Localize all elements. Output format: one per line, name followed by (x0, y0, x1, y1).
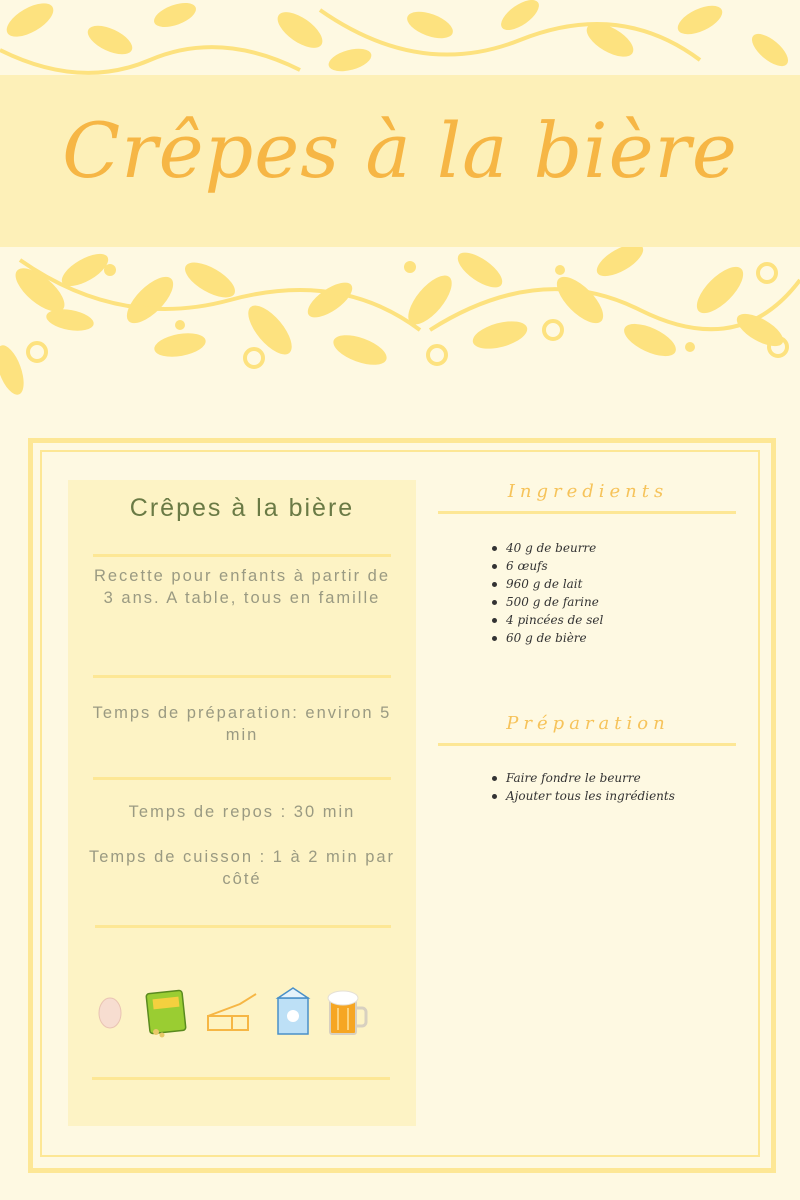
beer-mug-icon (328, 991, 366, 1034)
milk-carton-icon (278, 988, 308, 1034)
divider (92, 1077, 390, 1080)
recipe-description: Recette pour enfants à partir de 3 ans. A table, tous en famille (93, 567, 391, 607)
list-item: Faire fondre le beurre (488, 769, 675, 787)
list-item: 4 pincées de sel (488, 611, 603, 629)
butter-icon (208, 994, 256, 1030)
prep-time: Temps de préparation: environ 5 min (92, 704, 392, 744)
divider (438, 511, 736, 514)
divider (93, 777, 391, 780)
divider (438, 743, 736, 746)
divider (93, 554, 391, 557)
ingredients-heading: Ingredients (507, 481, 669, 502)
list-item: 960 g de lait (488, 575, 603, 593)
list-item: 500 g de farine (488, 593, 603, 611)
ingredients-list (488, 539, 603, 647)
list-item: 6 œufs (488, 557, 603, 575)
list-item: 40 g de beurre (488, 539, 603, 557)
page-title: Crêpes à la bière (62, 106, 738, 195)
preparation-heading: Préparation (506, 713, 670, 734)
list-item: Ajouter tous les ingrédients (488, 787, 675, 805)
recipe-card-title: Crêpes à la bière (129, 494, 355, 522)
cook-time: Temps de cuisson : 1 à 2 min par côté (88, 848, 396, 888)
divider (93, 675, 391, 678)
egg-icon (99, 998, 121, 1028)
flour-bag-icon (146, 990, 186, 1037)
preparation-steps (488, 769, 675, 805)
list-item: 60 g de bière (488, 629, 603, 647)
divider (95, 925, 391, 928)
rest-time: Temps de repos : 30 min (128, 803, 356, 821)
ingredient-icons (90, 986, 390, 1040)
